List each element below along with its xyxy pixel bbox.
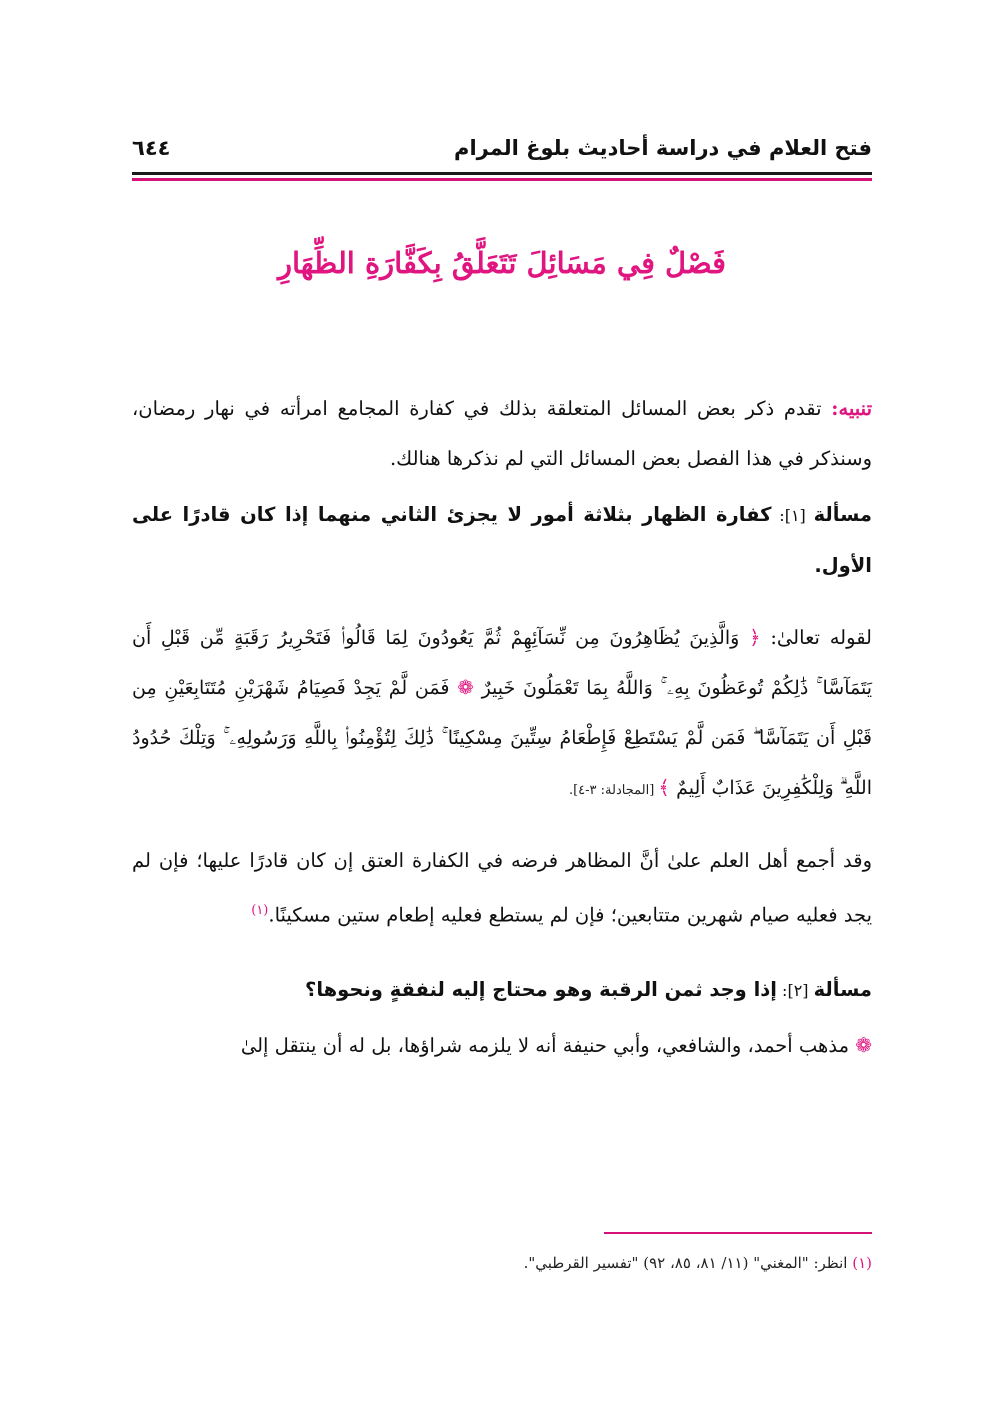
running-header xyxy=(132,128,872,168)
consensus-paragraph xyxy=(132,836,872,941)
verse-text-2: فَمَن لَّمْ يَجِدْ فَصِيَامُ شَهْرَيْنِ مُتَتَابِعَيْنِ مِن قَبْلِ أَن يَتَمَآسَّا ۖ فَمَن لَّمْ يَسْتَطِعْ فَإِطْعَامُ سِتِّينَ مِسْكِينًا ۚ ذَٰلِكَ لِتُؤْمِنُوا۟ بِاللَّهِ وَرَسُولِهِۦ ۚ وَتِلْكَ حُدُودُ اللَّهِ ۗ وَلِلْكَٰفِرِينَ عَذَابٌ أَلِيمٌ xyxy=(132,677,872,799)
verse-text-1: وَالَّذِينَ يُظَاهِرُونَ مِن نِّسَآئِهِمْ ثُمَّ يَعُودُونَ لِمَا قَالُوا۟ فَتَحْرِيرُ رَقَبَةٍ مِّن قَبْلِ أَن يَتَمَآسَّا ۚ ذَٰلِكُمْ تُوعَظُونَ بِهِۦ ۚ وَاللَّهُ بِمَا تَعْمَلُونَ خَبِيرٌ xyxy=(132,627,872,699)
madhhab-paragraph xyxy=(132,1020,872,1071)
header-accent-rule xyxy=(132,178,872,181)
footnote-rule xyxy=(604,1232,872,1234)
masala-1-heading xyxy=(132,490,872,591)
note-paragraph xyxy=(132,384,872,484)
page-number: ٦٤٤ xyxy=(132,136,171,160)
flower-bullet-icon: ❁ xyxy=(855,1032,872,1057)
masala-1-title: كفارة الظهار بثلاثة أمور لا يجزئ الثاني منهما إذا كان قادرًا على الأول. xyxy=(132,503,872,577)
masala-1-label: مسألة xyxy=(813,503,872,526)
verse-separator-icon: ❁ xyxy=(449,676,482,699)
consensus-text: وقد أجمع أهل العلم علىٰ أنَّ المظاهر فرضه في الكفارة العتق إن كان قادرًا عليها؛ فإن لم يجد فعليه صيام شهرين متتابعين؛ فإن لم يستطع فعليه إطعام ستين مسكينًا. xyxy=(132,849,872,927)
masala-2-label: مسألة xyxy=(813,977,872,1001)
madhhab-text: مذهب أحمد، والشافعي، وأبي حنيفة أنه لا يلزمه شراؤها، بل له أن ينتقل إلىٰ xyxy=(240,1033,856,1057)
header-rule xyxy=(132,172,872,175)
footnote-text: انظر: "المغني" (١١/ ٨١، ٨٥، ٩٢) "تفسير القرطبي". xyxy=(523,1254,853,1272)
chapter-title: فَصْلٌ فِي مَسَائِلَ تَتَعَلَّقُ بِكَفَّارَةِ الظِّهَارِ xyxy=(277,246,727,280)
note-label: تنبيه: xyxy=(831,397,872,420)
body-text xyxy=(132,384,872,1071)
footnote-marker: (١) xyxy=(251,903,269,918)
verse-intro: لقوله تعالىٰ: xyxy=(760,626,872,649)
verse-reference: [المجادلة: ٣-٤]. xyxy=(568,783,659,798)
masala-2-title: إذا وجد ثمن الرقبة وهو محتاج إليه لنفقةٍ ونحوها؟ xyxy=(305,977,777,1001)
masala-2-heading xyxy=(132,965,872,1016)
masala-2-ref: [٢]: xyxy=(776,980,814,1000)
verse-paragraph xyxy=(132,613,872,816)
footnote-number: (١) xyxy=(852,1254,872,1272)
verse-close-bracket: ﴾ xyxy=(658,776,670,799)
masala-1-ref: [١]: xyxy=(771,506,814,525)
book-title: فتح العلام في دراسة أحاديث بلوغ المرام xyxy=(454,136,872,160)
note-text: تقدم ذكر بعض المسائل المتعلقة بذلك في كفارة المجامع امرأته في نهار رمضان، وسنذكر في هذا الفصل بعض المسائل التي لم نذكرها هنالك. xyxy=(132,397,872,470)
verse-open-bracket: ﴿ xyxy=(749,626,761,649)
footnote xyxy=(132,1254,872,1272)
